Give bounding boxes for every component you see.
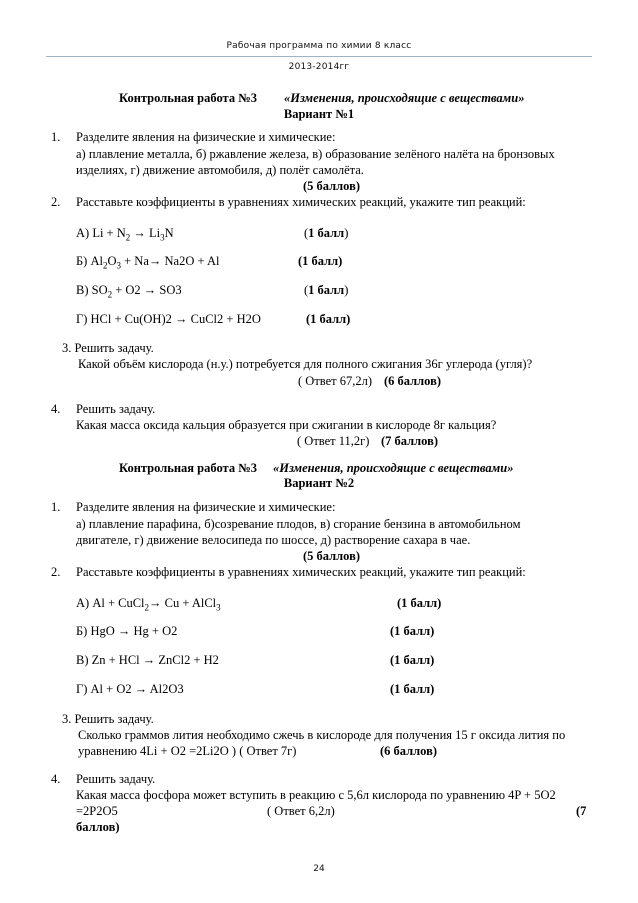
v1-q3-points: (6 баллов) (384, 374, 442, 388)
v1-q4-text: Какая масса оксида кальция образуется при сжигании в кислороде 8г кальция? (76, 418, 497, 432)
paren: ( (304, 283, 309, 297)
header-title: Рабочая программа по химии 8 класс (226, 41, 412, 51)
v2-q4-answer: ( Ответ 6,2л) (267, 804, 335, 818)
subscript: 2 (102, 260, 108, 271)
subscript: 2 (107, 289, 113, 300)
v1-q3-heading: 3. Решить задачу. (62, 341, 154, 355)
v1-q4-answer: ( Ответ 11,2г) (297, 434, 370, 448)
paren: ) (344, 283, 349, 297)
v2-q4-equation: =2P2O5 (76, 804, 118, 818)
v1-reaction-b (76, 254, 220, 271)
v2-reaction-a (76, 596, 221, 613)
v1-q2-number: 2. (51, 195, 61, 209)
subscript: 3 (116, 260, 121, 271)
v1-q2-text: Расставьте коэффициенты в уравнениях химических реакций, укажите тип реакций: (76, 195, 526, 209)
subscript: 3 (160, 232, 165, 243)
v1-q4-number: 4. (51, 402, 61, 416)
subscript: 2 (125, 232, 131, 243)
v1-ra-part2: → Li (130, 226, 161, 240)
v1-q1-number: 1. (51, 130, 61, 144)
v2-q4-number: 4. (51, 772, 61, 786)
v2-q1-options-line2: двигателе, г) движение велосипеда по шоссе, д) растворение сахара в чае. (76, 533, 471, 547)
v2-test-topic: «Изменения, происходящие с веществами» (273, 461, 514, 475)
points: 1 балл (308, 226, 345, 240)
page-number: 24 (313, 864, 325, 874)
v2-q2-number: 2. (51, 565, 61, 579)
v2-reaction-a-points: (1 балл) (397, 596, 442, 610)
v1-rb-part1: Б) Al (76, 254, 103, 268)
v2-reaction-b-points: (1 балл) (390, 624, 435, 638)
header-years: 2013-2014гг (288, 62, 350, 72)
header-divider (46, 56, 592, 57)
v2-q1-options-line1: а) плавление парафина, б)созревание плодов, в) сгорание бензина в автомобильном (76, 517, 521, 531)
subscript: 2 (144, 602, 150, 613)
v1-ra-part3: N (164, 226, 174, 240)
v2-q4-heading: Решить задачу. (76, 772, 156, 786)
v2-ra-part1: А) Al + CuCl (76, 596, 145, 610)
v1-reaction-d-points: (1 балл) (306, 312, 351, 326)
v1-reaction-c (76, 283, 182, 300)
v1-q1-text: Разделите явления на физические и химические: (76, 130, 336, 144)
v2-reaction-c-points: (1 балл) (390, 653, 435, 667)
paren: ) (344, 226, 349, 240)
v1-q3-answer: ( Ответ 67,2л) (298, 374, 373, 388)
v1-rb-part2: O (107, 254, 117, 268)
v2-reaction-d: Г) Al + O2 → Al2O3 (76, 682, 184, 696)
v2-q2-text: Расставьте коэффициенты в уравнениях химических реакций, укажите тип реакций: (76, 565, 526, 579)
v2-q4-points-cont: баллов) (76, 820, 120, 834)
v1-reaction-c-points (304, 283, 348, 297)
v2-q3-equation-answer: уравнению 4Li + O2 =2Li2O ) ( Ответ 7г) (78, 744, 297, 758)
v1-reaction-b-points: (1 балл) (298, 254, 343, 268)
v1-reaction-d: Г) HCl + Cu(OH)2 → CuCl2 + H2O (76, 312, 261, 326)
paren: ( (304, 226, 309, 240)
v2-variant-title: Вариант №2 (283, 476, 355, 490)
v1-q1-points: (5 баллов) (303, 179, 361, 193)
v1-q1-options-line1: а) плавление металла, б) ржавление железа, в) образование зелёного налёта на бронзовых (76, 147, 555, 161)
v2-q3-heading: 3. Решить задачу. (62, 712, 154, 726)
v1-test-topic: «Изменения, происходящие с веществами» (284, 91, 525, 105)
v2-q3-points: (6 баллов) (380, 744, 438, 758)
v2-reaction-d-points: (1 балл) (390, 682, 435, 696)
v1-q3-text: Какой объём кислорода (н.у.) потребуется для полного сжигания 36г углерода (угля)? (78, 357, 533, 371)
v2-q1-text: Разделите явления на физические и химические: (76, 500, 336, 514)
subscript: 3 (216, 602, 221, 613)
points: 1 балл (308, 283, 345, 297)
v2-q4-text: Какая масса фосфора может вступить в реакцию с 5,6л кислорода по уравнению 4P + 5O2 (76, 788, 556, 802)
v1-ra-part1: А) Li + N (76, 226, 126, 240)
v1-q4-heading: Решить задачу. (76, 402, 156, 416)
v1-rb-part3: + Na→ Na2O + Al (121, 254, 220, 268)
v1-variant-title: Вариант №1 (283, 107, 355, 121)
v1-reaction-a (76, 226, 174, 243)
v2-q1-points: (5 баллов) (303, 549, 361, 563)
v2-reaction-b: Б) HgO → Hg + O2 (76, 624, 178, 638)
v1-reaction-a-points (304, 226, 348, 240)
v2-ra-part2: → Cu + AlCl (149, 596, 217, 610)
v1-q4-points: (7 баллов) (381, 434, 439, 448)
v1-test-title: Контрольная работа №3 (119, 91, 258, 105)
v1-rc-part1: В) SO (76, 283, 108, 297)
v2-q1-number: 1. (51, 500, 61, 514)
v2-q3-text: Сколько граммов лития необходимо сжечь в кислороде для получения 15 г оксида лития по (78, 728, 566, 742)
v2-test-title: Контрольная работа №3 (119, 461, 258, 475)
v1-q1-options-line2: изделиях, г) движение автомобиля, д) полёт самолёта. (76, 163, 364, 177)
v2-reaction-c: В) Zn + HCl → ZnCl2 + H2 (76, 653, 219, 667)
v2-q4-points: (7 (576, 804, 587, 818)
v1-rc-part2: + O2 → SO3 (112, 283, 182, 297)
